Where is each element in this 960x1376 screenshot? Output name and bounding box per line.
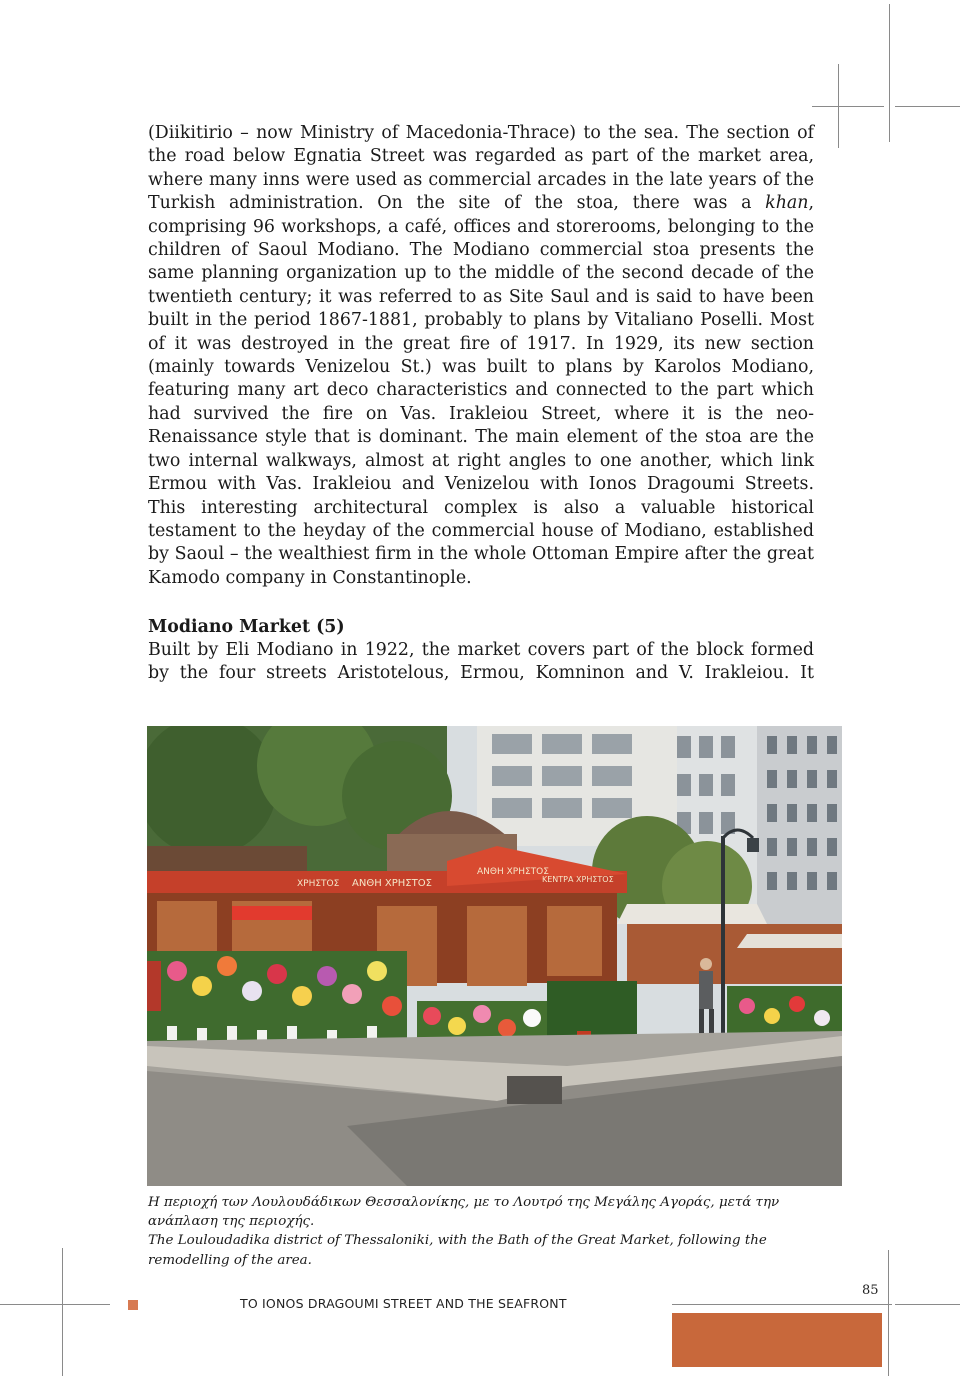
photo-caption — [148, 1193, 848, 1270]
crop-mark — [895, 1304, 960, 1305]
caption-greek: Η περιοχή των Λουλουδάδικων Θεσσαλονίκης, με το Λουτρό της Μεγάλης Αγοράς, μετά την ανάπλαση της περιοχής. — [148, 1195, 780, 1230]
kiosk-sign: ΚΕΝΤΡΑ ΧΡΗΣΤΟΣ — [542, 875, 614, 884]
kiosk-sign: ΧΡΗΣΤΟΣ — [297, 879, 340, 889]
italic-term: khan — [765, 193, 809, 214]
section-paragraph: Built by Eli Modiano in 1922, the market covers part of the block formed by the four streets Aristotelous, Ermou, Komninon and V. Irakleiou. It — [148, 640, 814, 684]
crop-mark — [672, 1304, 892, 1305]
paragraph-text-part: (Diikitirio – now Ministry of Macedonia-Thrace) to the sea. The section of the road below Egnatia Street was regarded as part of the market area, where many inns were used as commercial arcades in the late years of the Turkish administration. On the site of the stoa, there was a — [148, 123, 814, 214]
crop-mark — [889, 4, 890, 142]
page-color-block — [672, 1313, 882, 1367]
crop-mark — [812, 106, 884, 107]
crop-mark — [0, 1304, 110, 1305]
crop-mark — [888, 1250, 889, 1376]
section-heading: Modiano Market (5) — [148, 617, 345, 637]
crop-mark — [895, 106, 960, 107]
kiosk-sign: ΑΝΘΗ ΧΡΗΣΤΟΣ — [477, 867, 549, 877]
flower-market-photo — [147, 726, 842, 1186]
caption-english: The Louloudadika district of Thessaloniki, with the Bath of the Great Market, following the remodelling of the area. — [148, 1233, 767, 1268]
running-head: TO IONOS DRAGOUMI STREET AND THE SEAFRONT — [240, 1296, 567, 1311]
crop-mark — [62, 1248, 63, 1376]
kiosk-sign: ΑΝΘΗ ΧΡΗΣΤΟΣ — [352, 878, 432, 889]
paragraph-text-part: , comprising 96 workshops, a café, offices and storerooms, belonging to the children of Saoul Modiano. The Modiano commercial stoa presents the same planning organization up to the middle of the second decade of the twentieth century; it was referred to as Site Saul and is said to have been built in the period 1867-1881, probably to plans by Vitaliano Poselli. Most of it was destroyed in the great fire of 1917. In 1929, its new section (mainly towards Venizelou St.) was built to plans by Karolos Modiano, featuring many art deco characteristics and connected to the part which had survived the fire on Vas. Irakleiou Street, where it is the neo-Renaissance style that is dominant. The main element of the stoa are the two internal walkways, almost at right angles to one another, which link Ermou with Vas. Irakleiou and Venizelou with Ionos Dragoumi Streets. This interesting architectural complex is also a valuable historical testament to the heyday of the commercial house of Modiano, established by Saoul – the wealthiest firm in the whole Ottoman Empire after the great Kamodo company in Constantinople. — [148, 193, 814, 588]
page-number: 85 — [862, 1283, 879, 1298]
footer-marker — [128, 1300, 138, 1310]
body-paragraph — [148, 122, 814, 590]
